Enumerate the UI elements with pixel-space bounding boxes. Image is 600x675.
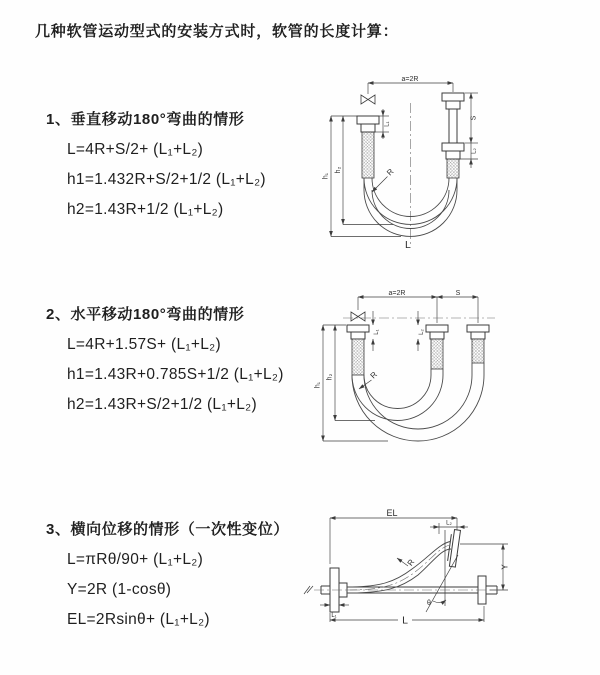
formula-h1-2: h1=1.43R+0.785S+1/2 (L₁+L₂) xyxy=(67,366,284,383)
dim-label-h2: h₂ xyxy=(335,166,342,174)
dim-l2 xyxy=(430,521,468,535)
dim-s xyxy=(465,93,478,143)
middle-fitting xyxy=(426,325,448,369)
dim-label-s: S xyxy=(455,290,461,297)
dim-label-h1: h₁ xyxy=(314,381,322,389)
length-label: L xyxy=(405,239,411,251)
formula-L1: L=4R+S/2+ (L₁+L₂) xyxy=(67,141,204,158)
section-vertical-movement xyxy=(46,108,266,225)
dim-label-a2r: a=2R xyxy=(388,290,406,297)
angle-label: θ xyxy=(427,600,431,607)
dim-l2 xyxy=(418,311,425,351)
valve-icon xyxy=(351,312,365,321)
dim-label-s: S xyxy=(470,115,478,121)
radius-label: R xyxy=(405,557,417,568)
dim-a2r xyxy=(368,76,453,94)
section3-heading: 3、横向位移的情形（一次性变位） xyxy=(46,521,289,538)
dim-label-l1: L₁ xyxy=(384,121,391,127)
formula-h1-1: h1=1.432R+S/2+1/2 (L₁+L₂) xyxy=(67,171,266,188)
dim-length xyxy=(330,606,484,627)
dim-label-h2: h₂ xyxy=(326,373,334,381)
radius-leader xyxy=(372,167,396,192)
dim-s xyxy=(437,290,478,297)
length-label: L xyxy=(402,614,408,627)
upper-flange xyxy=(447,529,461,567)
section1-heading: 1、垂直移动180°弯曲的情形 xyxy=(46,111,245,128)
s-curve-hose xyxy=(347,542,451,594)
formula-h2-1: h2=1.43R+1/2 (L₁+L₂) xyxy=(67,201,224,218)
dim-label-el: EL xyxy=(386,508,398,518)
section-lateral-displacement xyxy=(46,518,289,635)
diagram-horizontal-180-bend xyxy=(303,287,588,459)
diagram-lateral-displacement xyxy=(300,508,595,642)
right-fitting-upper xyxy=(442,93,464,143)
formula-L3: L=πRθ/90+ (L₁+L₂) xyxy=(67,551,204,568)
dim-label-l2: L₂ xyxy=(471,148,478,154)
left-fitting xyxy=(357,116,379,178)
dim-label-l1: L₁ xyxy=(331,613,337,619)
section-horizontal-movement xyxy=(46,303,284,420)
dim-y xyxy=(490,544,510,590)
right-fitting-lower xyxy=(442,143,464,178)
dim-label-l2: L₂ xyxy=(446,520,452,527)
break-mark xyxy=(304,586,313,594)
section2-heading: 2、水平移动180°弯曲的情形 xyxy=(46,306,245,323)
valve-icon xyxy=(361,95,375,104)
right-fitting xyxy=(467,325,489,363)
left-fitting xyxy=(347,325,369,375)
radius-leader xyxy=(397,557,416,567)
dim-h1 xyxy=(315,325,389,441)
dim-label-y: Y xyxy=(500,564,510,570)
dim-label-l1: L₁ xyxy=(374,329,380,335)
formula-L2: L=4R+1.57S+ (L₁+L₂) xyxy=(67,336,221,353)
diagram-vertical-180-bend xyxy=(313,73,588,263)
dim-label-h1: h₁ xyxy=(322,172,330,180)
radius-label: R xyxy=(385,167,396,178)
formula-EL: EL=2Rsinθ+ (L₁+L₂) xyxy=(67,611,210,628)
radius-label: R xyxy=(368,370,379,381)
dim-a2r xyxy=(358,290,437,297)
page-title: 几种软管运动型式的安装方式时，软管的长度计算： xyxy=(35,23,399,40)
formula-h2-2: h2=1.43R+S/2+1/2 (L₁+L₂) xyxy=(67,396,257,413)
dim-l1 xyxy=(373,311,380,351)
dim-label-a2r: a=2R xyxy=(401,76,419,83)
dim-label-l2: L₂ xyxy=(419,329,425,335)
dim-l2 xyxy=(460,143,478,168)
formula-Y: Y=2R (1-cosθ) xyxy=(67,581,172,598)
